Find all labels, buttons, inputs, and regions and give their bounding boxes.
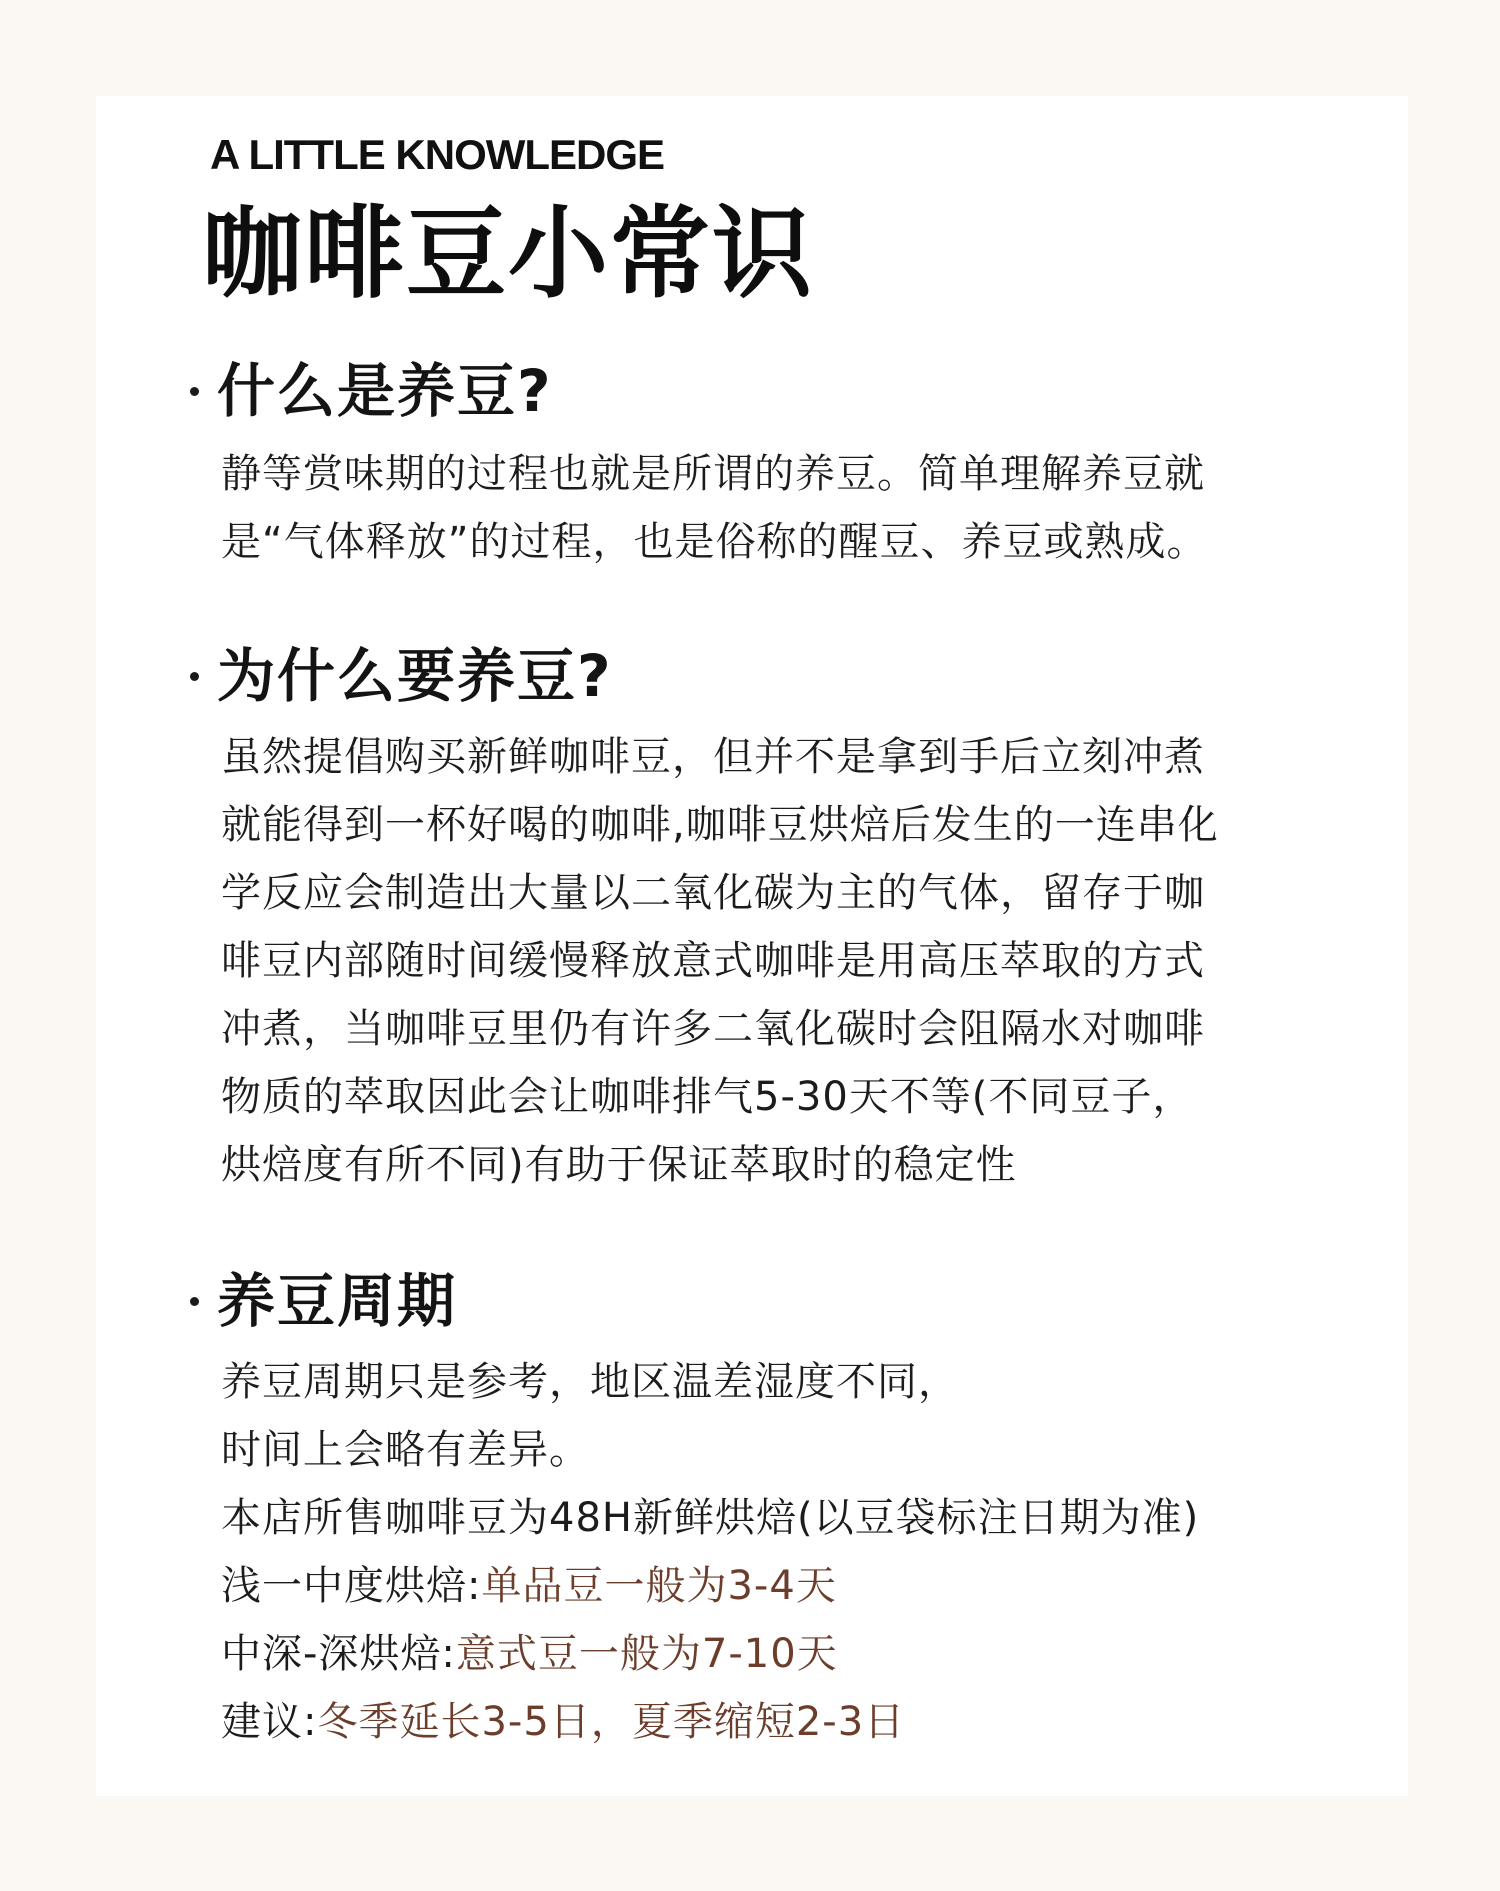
section-3-line-3: 本店所售咖啡豆为48H新鲜烘焙(以豆袋标注日期为准) <box>221 1495 1200 1541</box>
section-2-line-4: 啡豆内部随时间缓慢释放意式咖啡是用高压萃取的方式 <box>221 938 1205 984</box>
roast-row-value: 单品豆一般为3-4天 <box>481 1563 837 1609</box>
section-2-line-2: 就能得到一杯好喝的咖啡,咖啡豆烘焙后发生的一连串化 <box>221 802 1219 848</box>
bullet-dot-icon <box>190 672 199 681</box>
section-2-line-3: 学反应会制造出大量以二氧化碳为主的气体，留存于咖 <box>221 870 1205 916</box>
section-heading-text: 为什么要养豆? <box>217 642 613 710</box>
section-2-line-1: 虽然提倡购买新鲜咖啡豆，但并不是拿到手后立刻冲煮 <box>221 734 1205 780</box>
eyebrow-label: A LITTLE KNOWLEDGE <box>210 131 665 178</box>
bullet-dot-icon <box>190 387 199 396</box>
section-heading-cycle <box>190 1266 457 1336</box>
section-heading-why <box>190 641 613 711</box>
roast-row-light-medium <box>221 1552 837 1620</box>
section-heading-text: 什么是养豆? <box>217 357 553 425</box>
section-1-line-1: 静等赏味期的过程也就是所谓的养豆。简单理解养豆就 <box>221 451 1205 497</box>
suggestion-label: 建议: <box>221 1699 318 1745</box>
roast-row-value: 意式豆一般为7-10天 <box>455 1631 838 1677</box>
section-2-line-5: 冲煮，当咖啡豆里仍有许多二氧化碳时会阻隔水对咖啡 <box>221 1006 1205 1052</box>
bullet-dot-icon <box>190 1297 199 1306</box>
section-3-line-1: 养豆周期只是参考，地区温差湿度不同， <box>221 1359 959 1405</box>
section-heading-what <box>190 356 553 426</box>
section-heading-text: 养豆周期 <box>217 1267 458 1335</box>
section-2-line-6: 物质的萃取因此会让咖啡排气5-30天不等(不同豆子， <box>221 1074 1194 1120</box>
suggestion-value: 冬季延长3-5日，夏季缩短2-3日 <box>317 1699 906 1745</box>
section-3-line-2: 时间上会略有差异。 <box>221 1427 590 1473</box>
roast-row-label: 浅一中度烘焙: <box>221 1563 482 1609</box>
suggestion-row <box>221 1688 905 1756</box>
page-title: 咖啡豆小常识 <box>202 195 814 312</box>
roast-row-label: 中深-深烘焙: <box>221 1631 456 1677</box>
roast-row-medium-dark <box>221 1620 838 1688</box>
section-1-line-2: 是“气体释放”的过程，也是俗称的醒豆、养豆或熟成。 <box>221 519 1208 565</box>
section-2-line-7: 烘焙度有所不同)有助于保证萃取时的稳定性 <box>221 1142 1017 1188</box>
